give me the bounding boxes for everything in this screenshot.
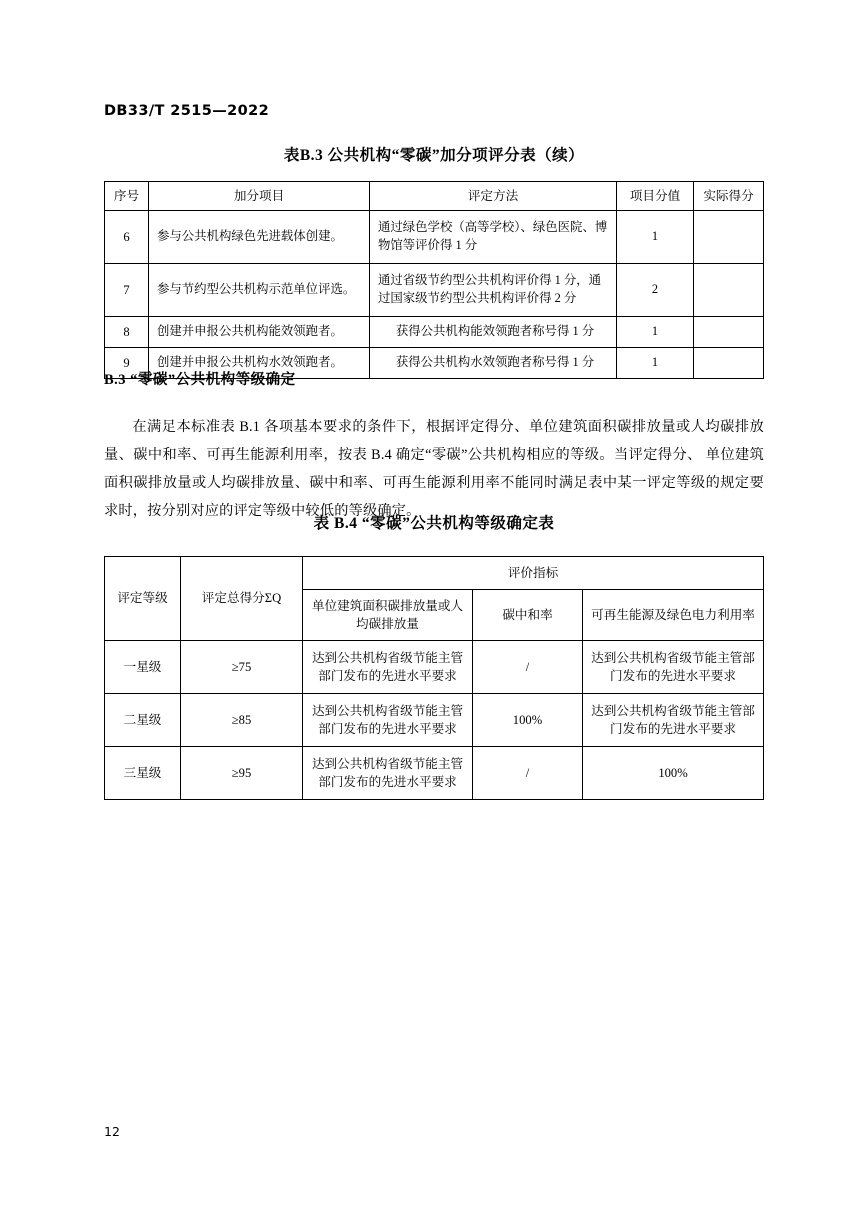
cell-indicator-3: 100% — [583, 747, 764, 800]
cell-seq: 8 — [105, 317, 149, 348]
paragraph-text: 在满足本标准表 B.1 各项基本要求的条件下，根据评定得分、单位建筑面积碳排放量或人均碳排放量、碳中和率、可再生能源利用率，按表 B.4 确定“零碳”公共机构相应的等级。当评定得分、 单位建筑面积碳排放量或人均碳排放量、碳中和率、可再生能源利用率不能同时满足表中某一评定等级的规定要求时，按分别对应的评定等级中较低的等级确定。 — [104, 419, 764, 519]
cell-total-score: ≥75 — [181, 641, 303, 694]
cell-indicator-1: 达到公共机构省级节能主管部门发布的先进水平要求 — [303, 694, 473, 747]
cell-seq: 6 — [105, 211, 149, 264]
cell-actual — [694, 264, 764, 317]
cell-grade: 二星级 — [105, 694, 181, 747]
cell-indicator-3: 达到公共机构省级节能主管部门发布的先进水平要求 — [583, 641, 764, 694]
cell-score: 1 — [617, 211, 694, 264]
table-row — [105, 641, 764, 694]
cell-method: 通过绿色学校（高等学校）、绿色医院、博物馆等评价得 1 分 — [370, 211, 617, 264]
column-header-grade: 评定等级 — [105, 557, 181, 641]
cell-item: 创建并申报公共机构水效领跑者。 — [149, 348, 370, 379]
cell-seq: 7 — [105, 264, 149, 317]
table-b4-header-row-top — [105, 557, 764, 590]
cell-actual — [694, 211, 764, 264]
cell-indicator-1: 达到公共机构省级节能主管部门发布的先进水平要求 — [303, 747, 473, 800]
cell-seq: 9 — [105, 348, 149, 379]
table-b3 — [104, 181, 764, 379]
cell-score: 1 — [617, 317, 694, 348]
column-header-indicator-2: 碳中和率 — [473, 590, 583, 641]
cell-method: 通过省级节约型公共机构评价得 1 分，通过国家级节约型公共机构评价得 2 分 — [370, 264, 617, 317]
column-header-score: 项目分值 — [617, 182, 694, 211]
column-header-indicator-3: 可再生能源及绿色电力利用率 — [583, 590, 764, 641]
column-header-seq: 序号 — [105, 182, 149, 211]
cell-indicator-2: 100% — [473, 694, 583, 747]
column-header-item: 加分项目 — [149, 182, 370, 211]
table-row — [105, 317, 764, 348]
column-header-indicator-group: 评价指标 — [303, 557, 764, 590]
cell-indicator-1: 达到公共机构省级节能主管部门发布的先进水平要求 — [303, 641, 473, 694]
cell-actual — [694, 348, 764, 379]
table-b3-caption: 表B.3 公共机构“零碳”加分项评分表（续） — [283, 147, 585, 164]
cell-score: 1 — [617, 348, 694, 379]
cell-grade: 一星级 — [105, 641, 181, 694]
cell-indicator-2: / — [473, 747, 583, 800]
cell-item: 参与节约型公共机构示范单位评选。 — [149, 264, 370, 317]
column-header-indicator-1: 单位建筑面积碳排放量或人均碳排放量 — [303, 590, 473, 641]
column-header-method: 评定方法 — [370, 182, 617, 211]
table-row — [105, 694, 764, 747]
column-header-total-score: 评定总得分ΣQ — [181, 557, 303, 641]
cell-item: 创建并申报公共机构能效领跑者。 — [149, 317, 370, 348]
section-b3-paragraph — [104, 413, 764, 525]
cell-indicator-3: 达到公共机构省级节能主管部门发布的先进水平要求 — [583, 694, 764, 747]
cell-grade: 三星级 — [105, 747, 181, 800]
cell-indicator-2: / — [473, 641, 583, 694]
table-row — [105, 211, 764, 264]
table-b4-caption: 表 B.4 “零碳”公共机构等级确定表 — [313, 515, 555, 532]
table-b4 — [104, 556, 764, 800]
cell-score: 2 — [617, 264, 694, 317]
table-row — [105, 747, 764, 800]
section-heading-b3: B.3 “零碳”公共机构等级确定 — [104, 372, 296, 388]
page-number: 12 — [104, 1124, 120, 1139]
cell-total-score: ≥95 — [181, 747, 303, 800]
cell-method: 获得公共机构能效领跑者称号得 1 分 — [370, 317, 617, 348]
running-header: DB33/T 2515—2022 — [104, 103, 270, 119]
table-row — [105, 264, 764, 317]
cell-total-score: ≥85 — [181, 694, 303, 747]
table-b3-header-row — [105, 182, 764, 211]
page-content — [104, 0, 764, 1227]
cell-actual — [694, 317, 764, 348]
column-header-actual: 实际得分 — [694, 182, 764, 211]
cell-item: 参与公共机构绿色先进载体创建。 — [149, 211, 370, 264]
cell-method: 获得公共机构水效领跑者称号得 1 分 — [370, 348, 617, 379]
